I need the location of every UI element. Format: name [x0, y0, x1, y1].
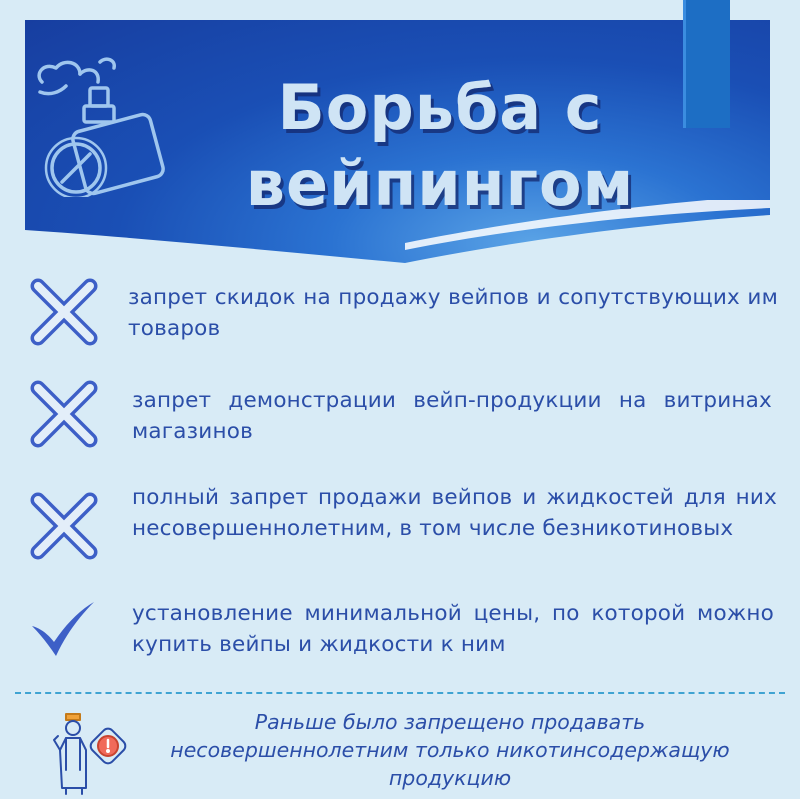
seller-warning-icon	[52, 710, 132, 795]
cross-icon	[30, 492, 98, 560]
bookmark-ribbon	[683, 0, 730, 128]
cross-icon	[30, 380, 98, 448]
item-text: запрет скидок на продажу вейпов и сопутствующих им товаров	[128, 285, 778, 341]
item-text: запрет демонстрации вейп-продукции на витринах магазинов	[132, 388, 772, 444]
divider	[15, 692, 785, 694]
title-line-2: вейпингом	[245, 147, 635, 220]
page-title	[230, 70, 650, 222]
footnote-text: Раньше было запрещено продавать несовершеннолетним только никотинсодержащую продукцию	[170, 710, 730, 790]
item-text: полный запрет продажи вейпов и жидкостей для них несовершеннолетним, в том числе безникотиновых	[132, 485, 777, 541]
checkmark-icon	[30, 598, 98, 666]
cross-icon	[30, 278, 98, 346]
item-text: установление минимальной цены, по которой можно купить вейпы и жидкости к ним	[132, 601, 774, 657]
vape-prohibited-icon	[30, 52, 170, 197]
title-line-1: Борьба с	[277, 71, 603, 144]
